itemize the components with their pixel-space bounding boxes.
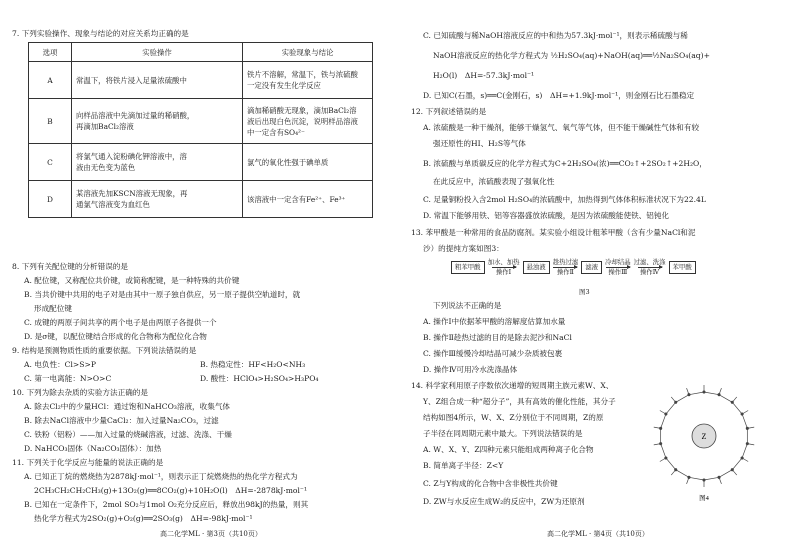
header-result: 实验现象与结论 — [243, 43, 373, 62]
option-line: D. 操作Ⅳ可用冷水洗涤晶体 — [423, 365, 518, 374]
option-line: A. 已知正丁烷的燃烧热为2878kJ·mol⁻¹，则表示正丁烷燃烧热的热化学方程式为 — [24, 472, 298, 481]
flow-box: 滤液 — [581, 261, 602, 274]
experiment-table — [28, 42, 373, 218]
option-line: 强还原性的HI、H₂S等气体 — [433, 139, 526, 148]
ring-atom — [718, 476, 720, 478]
row-result — [243, 62, 373, 99]
figure-3-caption: 图3 — [579, 288, 590, 296]
page-footer: 高二化学ML · 第4页（共10页） — [547, 530, 649, 538]
option-line: A. 操作Ⅰ中依据苯甲酸的溶解度估算加水量 — [423, 317, 566, 326]
cell-line: 将氯气通入淀粉碘化钾溶液中，溶 — [76, 152, 187, 161]
arrow-icon — [606, 267, 630, 268]
figure-4-caption: 图4 — [699, 495, 709, 502]
ring-atom — [718, 393, 720, 395]
flow-box: 苯甲酸 — [669, 261, 696, 274]
option-line: D. NaHCO₃固体（Na₂CO₃固体）：加热 — [24, 444, 162, 453]
row-result: 氯气的氧化性强于碘单质 — [243, 144, 373, 181]
question-12: 12. 下列叙述错误的是 — [411, 107, 487, 116]
ring-atom — [659, 427, 661, 429]
row-option: A — [29, 62, 72, 99]
arrow-top-label: 过滤、洗涤 — [633, 258, 666, 266]
flow-arrow — [605, 258, 631, 277]
ring-atom — [665, 457, 667, 459]
row-result: 该溶液中一定含有Fe²⁺、Fe³⁺ — [243, 181, 373, 218]
question-11: 11. 下列关于化学反应与能量的说法正确的是 — [12, 458, 164, 467]
ring-atom — [703, 479, 705, 481]
ring-atom — [675, 469, 677, 471]
arrow-icon — [638, 267, 662, 268]
arrow-top-label: 冷却结晶 — [605, 258, 631, 266]
arrow-bottom-label: 操作Ⅲ — [608, 268, 628, 276]
flow-box: 悬浊液 — [523, 261, 550, 274]
equation-line: 热化学方程式为2SO₂(g)+O₂(g)══2SO₃(g) ΔH=-98kJ·mol⁻¹ — [34, 514, 253, 523]
question-13-prompt: 下列说法不正确的是 — [433, 301, 502, 310]
option-line: C. 足量铜粉投入含2mol H₂SO₄的浓硫酸中，加热得到气体体积标准状况下为22.4L — [423, 195, 706, 204]
equation-line: NaOH溶液反应的热化学方程式为 ½H₂SO₄(aq)+NaOH(aq)══½Na₂SO₄(aq)+ — [433, 51, 710, 60]
option-line: D. 常温下能够用铁、铝等容器盛放浓硫酸，是因为浓硫酸能使铁、铝钝化 — [423, 211, 670, 220]
row-operation — [72, 62, 243, 99]
table-row — [29, 144, 373, 181]
purification-flowchart — [451, 258, 696, 277]
cell-line: 液后出现白色沉淀，说明样品溶液 — [247, 116, 358, 126]
option-line: B. 热稳定性：HF<H₂O<NH₃ — [200, 360, 306, 369]
option-line: A. 电负性：Cl>S>P — [24, 360, 96, 369]
option-line: 在此反应中，浓硫酸表现了强氧化性 — [433, 177, 555, 186]
option-line: C. Z与Y构成的化合物中含非极性共价键 — [423, 479, 558, 488]
ring-atom — [688, 476, 690, 478]
equation-line: H₂O(l) ΔH=-57.3kJ·mol⁻¹ — [433, 71, 535, 80]
question-14-cont: 结构如图4所示，W、X、Z分别位于不同周期，Z的原 — [423, 413, 604, 422]
table-row — [29, 62, 373, 99]
question-13-cont: 沙）的提纯方案如图3： — [423, 244, 504, 253]
arrow-bottom-label: 操作Ⅳ — [639, 268, 660, 276]
flow-arrow — [553, 258, 579, 277]
option-line: C. 操作Ⅲ缓慢冷却结晶可减少杂质被包裹 — [423, 349, 563, 358]
right-page — [397, 0, 794, 546]
option-line: B. 除去NaCl溶液中少量CaCl₂：加入过量Na₂CO₃，过滤 — [24, 416, 219, 425]
option-line: D. 酸性：HClO₄>H₂SO₄>H₃PO₄ — [200, 374, 319, 383]
ring-atom — [746, 427, 748, 429]
option-line: D. 已知C(石墨，s)══C(金刚石，s) ΔH=+1.9kJ·mol⁻¹，则金刚石比石墨稳定 — [423, 91, 695, 100]
question-14-cont: Y、Z组合成一种“超分子”，具有高效的催化性能，其分子 — [423, 397, 616, 406]
arrow-bottom-label: 操作Ⅱ — [556, 268, 575, 276]
header-option: 选项 — [29, 43, 72, 62]
ring-atom — [741, 457, 743, 459]
cell-line: 常温下，将铁片浸入足量浓硫酸中 — [76, 75, 187, 85]
ring-atom — [746, 442, 748, 444]
question-8: 8. 下列有关配位键的分析错误的是 — [12, 262, 128, 271]
option-line: C. 已知硫酸与稀NaOH溶液反应的中和热为57.3kJ·mol⁻¹，则表示稀硫酸与稀 — [423, 31, 688, 40]
equation-line: 2CH₃CH₂CH₂CH₃(g)+13O₂(g)══8CO₂(g)+10H₂O(l) ΔH=-2878kJ·mol⁻¹ — [34, 486, 307, 495]
cell-line: 中一定含有SO₄²⁻ — [247, 127, 305, 137]
ring-atom — [731, 401, 733, 403]
row-option: D — [29, 181, 72, 218]
row-result — [243, 99, 373, 144]
option-line: A. 配位键，又称配位共价键，或简称配键，是一种特殊的共价键 — [24, 276, 240, 285]
flow-box: 粗苯甲酸 — [451, 261, 485, 274]
option-line: B. 当共价键中共用的电子对是由其中一原子独自供应，另一原子提供空轨道时，就 — [24, 290, 301, 299]
ring-atom — [659, 442, 661, 444]
arrow-icon — [492, 267, 516, 268]
question-14-cont: 子半径在同周期元素中最大。下列说法错误的是 — [423, 429, 583, 438]
option-line: B. 操作Ⅱ趁热过滤的目的是除去泥沙和NaCl — [423, 333, 572, 342]
option-line: D. ZW与水反应生成W₂的反应中，ZW为还原剂 — [423, 497, 585, 506]
supramolecule-structure-figure — [645, 372, 763, 504]
ring-atom — [731, 469, 733, 471]
ring-atom — [665, 413, 667, 415]
arrow-top-label: 加水、加热 — [487, 258, 520, 266]
cell-line: 向样品溶液中先滴加过量的稀硝酸， — [76, 111, 195, 120]
question-7: 7. 下列实验操作、现象与结论的对应关系均正确的是 — [12, 29, 189, 38]
cell-line: 再滴加BaCl₂溶液 — [76, 122, 134, 131]
question-10: 10. 下列为除去杂质的实验方法正确的是 — [12, 388, 148, 397]
arrow-top-label: 趁热过滤 — [552, 258, 579, 266]
table-row — [29, 181, 373, 218]
ring-atom — [675, 401, 677, 403]
option-line: C. 铁粉（铝粉）——加入过量的烧碱溶液，过滤、洗涤、干燥 — [24, 430, 232, 439]
row-option: C — [29, 144, 72, 181]
page-footer: 高二化学ML · 第3页（共10页） — [160, 530, 262, 538]
option-line: B. 浓硫酸与单质碳反应的化学方程式为C+2H₂SO₄(浓)══CO₂↑+2SO₂↑+2H₂O， — [423, 159, 707, 168]
cell-line: 液由无色变为蓝色 — [76, 163, 136, 172]
option-line: 形成配位键 — [34, 304, 72, 313]
cell-line: 铁片不溶解，常温下，铁与浓硫酸 — [247, 70, 358, 79]
cell-line: 通氯气溶液变为血红色 — [76, 200, 150, 209]
ring-atom — [741, 413, 743, 415]
arrow-icon — [553, 267, 577, 268]
row-operation — [72, 181, 243, 218]
cell-line: 一定没有发生化学反应 — [247, 81, 321, 90]
row-operation — [72, 99, 243, 144]
option-line: A. W、X、Y、Z四种元素只能组成两种离子化合物 — [423, 445, 594, 454]
row-operation — [72, 144, 243, 181]
option-line: A. 除去Cl₂中的少量HCl：通过饱和NaHCO₃溶液，收集气体 — [24, 402, 231, 411]
table-row — [29, 99, 373, 144]
flow-arrow — [488, 258, 520, 277]
option-line: C. 第一电离能：N>O>C — [24, 374, 112, 383]
cell-line: 滴加稀硝酸无现象，滴加BaCl₂溶 — [247, 105, 357, 115]
ring-atom — [688, 393, 690, 395]
option-line: B. 简单离子半径：Z<Y — [423, 461, 504, 470]
cell-line: 某溶液先加KSCN溶液无现象，再 — [76, 189, 188, 198]
option-line: C. 成键的两原子间共享的两个电子是由两原子各提供一个 — [24, 318, 217, 327]
option-line: B. 已知在一定条件下，2mol SO₂与1mol O₂充分反应后，释放出98kJ的热量，则其 — [24, 500, 309, 509]
arrow-bottom-label: 操作Ⅰ — [495, 268, 512, 276]
flow-arrow — [634, 258, 666, 277]
question-13: 13. 苯甲酸是一种常用的食品防腐剂。某实验小组设计粗苯甲酸（含有少量NaCl和泥 — [411, 228, 696, 237]
row-option: B — [29, 99, 72, 144]
header-operation: 实验操作 — [72, 43, 243, 62]
option-line: D. 是σ键，以配位键结合形成的化合物称为配位化合物 — [24, 332, 207, 341]
question-9: 9. 结构是预测物质性质的重要依据。下列说法错误的是 — [12, 346, 197, 355]
ring-atom — [703, 391, 705, 393]
option-line: A. 浓硫酸是一种干燥剂，能够干燥氢气、氧气等气体，但不能干燥碱性气体和有较 — [423, 123, 700, 132]
table-header-row — [29, 43, 373, 62]
question-14: 14. 科学家利用原子序数依次递增的短周期主族元素W、X、 — [411, 381, 614, 390]
center-atom-label: Z — [701, 432, 707, 441]
